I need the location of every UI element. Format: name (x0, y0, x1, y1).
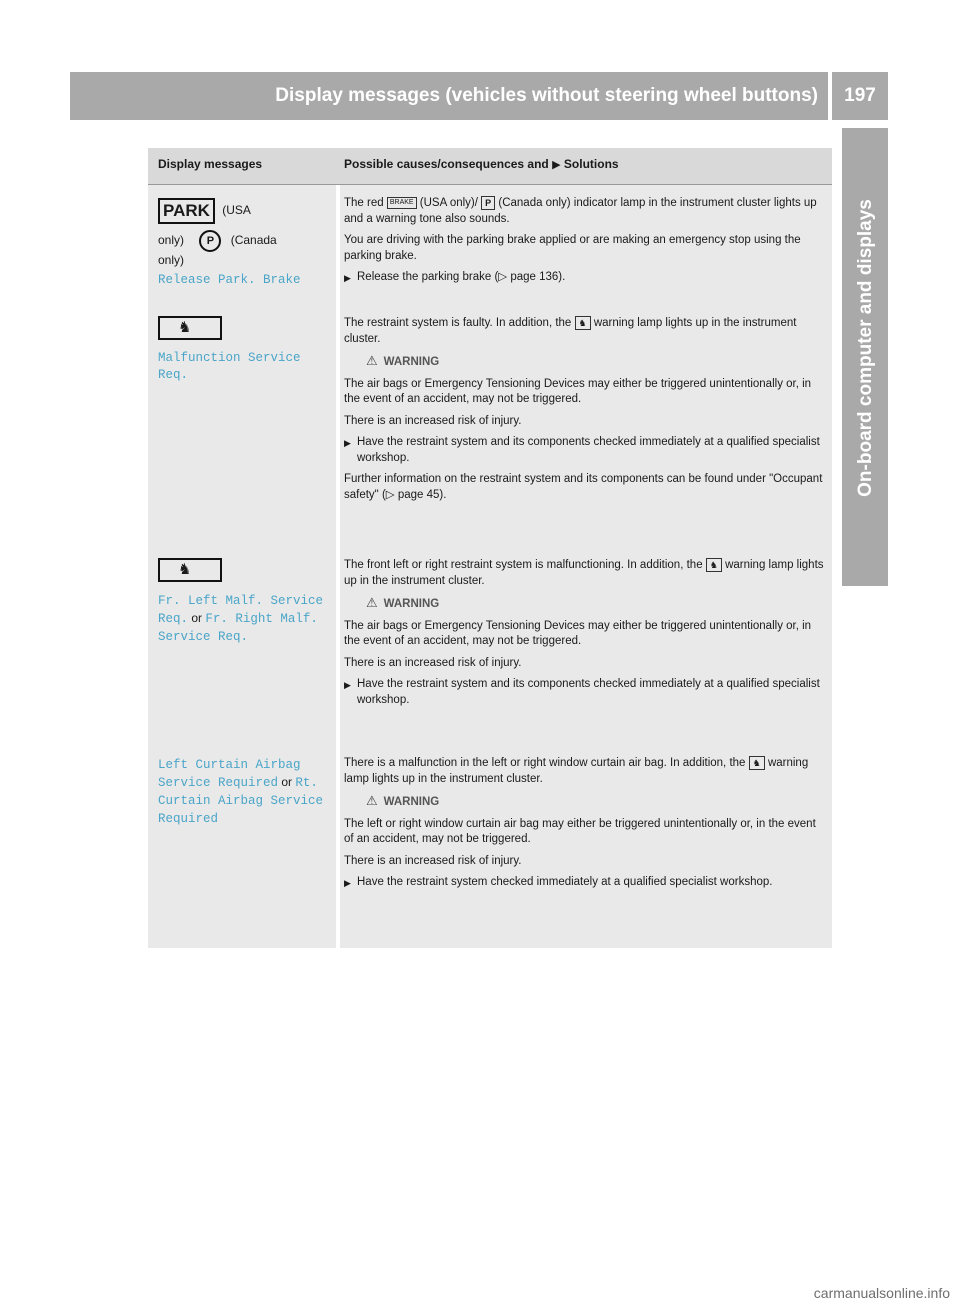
row3-bullet (344, 677, 824, 708)
bullet-arrow-icon: ▶ (344, 273, 351, 284)
bullet-arrow-icon: ▶ (344, 438, 351, 449)
message-fr-right-malf: Fr. Right Malf. Service Req. (158, 612, 318, 644)
row3-causes-cell (344, 558, 824, 708)
row1-causes-cell (344, 196, 824, 286)
bullet-arrow-icon: ▶ (552, 159, 561, 171)
usa-only-label: only) (158, 233, 185, 248)
row2-bullet-text: Have the restraint system and its components checked immediately at a qualified specialist workshop. (357, 436, 820, 464)
row4-bullet (344, 875, 824, 891)
row2-message-cell (158, 316, 330, 384)
row2-paragraph (344, 316, 824, 347)
col-header-causes-text: Possible causes/consequences and (344, 157, 549, 171)
row2-warning-text: The air bags or Emergency Tensioning Devices may either be triggered unintentionally or, in the event of an accident, may not be triggered. (344, 377, 812, 406)
row3-paragraph (344, 558, 824, 589)
row3-or: or (191, 611, 203, 625)
row2-text-a: The restraint system is faulty. In addition, the (344, 317, 572, 330)
row4-causes-cell (344, 756, 824, 891)
row4-warning-text: The left or right window curtain air bag may either be triggered unintentionally or, in the event of an accident, may not be triggered. (344, 817, 816, 846)
usa-label: (USA (222, 203, 251, 218)
column-divider (336, 148, 340, 948)
side-tab-label: On-board computer and displays (855, 199, 876, 497)
row4-warning-label: WARNING (383, 796, 440, 809)
row3-warning-text: The air bags or Emergency Tensioning Devices may either be triggered unintentionally or, in the event of an accident, may not be triggered. (344, 619, 812, 648)
parking-brake-icon: P (199, 230, 221, 252)
page-title: Display messages (vehicles without steering wheel buttons) (275, 85, 818, 106)
restraint-system-icon: ♞ (158, 316, 222, 340)
row3-message-cell (158, 558, 330, 646)
row1-text-b: (USA only)/ (419, 197, 478, 210)
park-icon: PARK (158, 198, 215, 224)
restraint-system-icon: ♞ (158, 558, 222, 582)
message-rt-curtain-airbag: Rt. Curtain Airbag Service Required (158, 776, 324, 826)
row3-text-a: The front left or right restraint system is malfunctioning. In addition, the (344, 559, 703, 572)
row4-warning-heading (366, 793, 824, 811)
row1-text-a: The red (344, 197, 384, 210)
row1-paragraph (344, 196, 824, 227)
row3-bullet-text: Have the restraint system and its components checked immediately at a qualified specialist workshop. (357, 678, 820, 706)
row4-risk-text: There is an increased risk of injury. (344, 854, 522, 867)
warning-triangle-icon: ⚠ (366, 353, 378, 369)
table-header (148, 148, 832, 185)
header-bar (70, 72, 828, 120)
row4-paragraph (344, 756, 824, 787)
message-left-curtain-airbag: Left Curtain Airbag Service Required (158, 758, 301, 790)
row3-warning-heading (366, 595, 824, 613)
col-header-causes (344, 157, 619, 171)
restraint-warning-icon: ♞ (706, 558, 722, 572)
row4-bullet-text: Have the restraint system checked immediately at a qualified specialist workshop. (357, 876, 773, 889)
row2-bullet (344, 435, 824, 466)
row4-message-cell (158, 756, 330, 828)
bullet-arrow-icon: ▶ (344, 878, 351, 889)
message-release-park-brake: Release Park. Brake (158, 273, 301, 287)
row1-message-cell (158, 198, 330, 289)
parking-indicator-icon: P (481, 196, 495, 210)
warning-triangle-icon: ⚠ (366, 595, 378, 611)
warning-triangle-icon: ⚠ (366, 793, 378, 809)
canada-label: (Canada (230, 233, 277, 248)
col-header-messages: Display messages (158, 157, 263, 171)
restraint-warning-icon: ♞ (749, 756, 765, 770)
row3-warning-label: WARNING (383, 598, 440, 611)
footer-watermark-link[interactable]: carmanualsonline.info (813, 1285, 950, 1301)
message-fr-left-malf: Fr. Left Malf. Service Req. (158, 594, 324, 626)
row4-text-b: warning lamp lights up in the instrument cluster. (344, 757, 809, 785)
display-messages-table (148, 148, 832, 948)
row2-warning-label: WARNING (383, 356, 440, 369)
page-number: 197 (832, 72, 888, 120)
row3-risk-text: There is an increased risk of injury. (344, 656, 522, 669)
row1-bullet-text: Release the parking brake (▷ page 136). (357, 271, 566, 284)
canada-only-label: only) (158, 253, 185, 267)
row1-text-c: (Canada only) indicator lamp in the instrument cluster lights up and a warning tone also sounds. (344, 197, 817, 225)
side-tab-marker (842, 550, 888, 586)
row1-paragraph-2: You are driving with the parking brake applied or are making an emergency stop using the parking brake. (344, 234, 801, 262)
row2-warning-heading (366, 353, 824, 371)
row4-or: or (281, 775, 293, 789)
row2-further-info: Further information on the restraint system and its components can be found under "Occupant safety" (▷ page 45). (344, 473, 823, 501)
col-header-solutions-text: Solutions (563, 157, 619, 171)
row2-text-b: warning lamp lights up in the instrument cluster. (344, 317, 797, 345)
row2-risk-text: There is an increased risk of injury. (344, 414, 522, 427)
message-malfunction-service-req: Malfunction Service Req. (158, 351, 301, 382)
row2-causes-cell (344, 316, 824, 509)
restraint-warning-icon: ♞ (575, 316, 591, 330)
row3-message-text (158, 592, 330, 646)
bullet-arrow-icon: ▶ (344, 680, 351, 691)
brake-indicator-icon: BRAKE (387, 197, 417, 209)
row3-text-b: warning lamp lights up in the instrument cluster. (344, 559, 824, 587)
row4-text-a: There is a malfunction in the left or right window curtain air bag. In addition, the (344, 757, 746, 770)
row1-bullet (344, 270, 824, 286)
